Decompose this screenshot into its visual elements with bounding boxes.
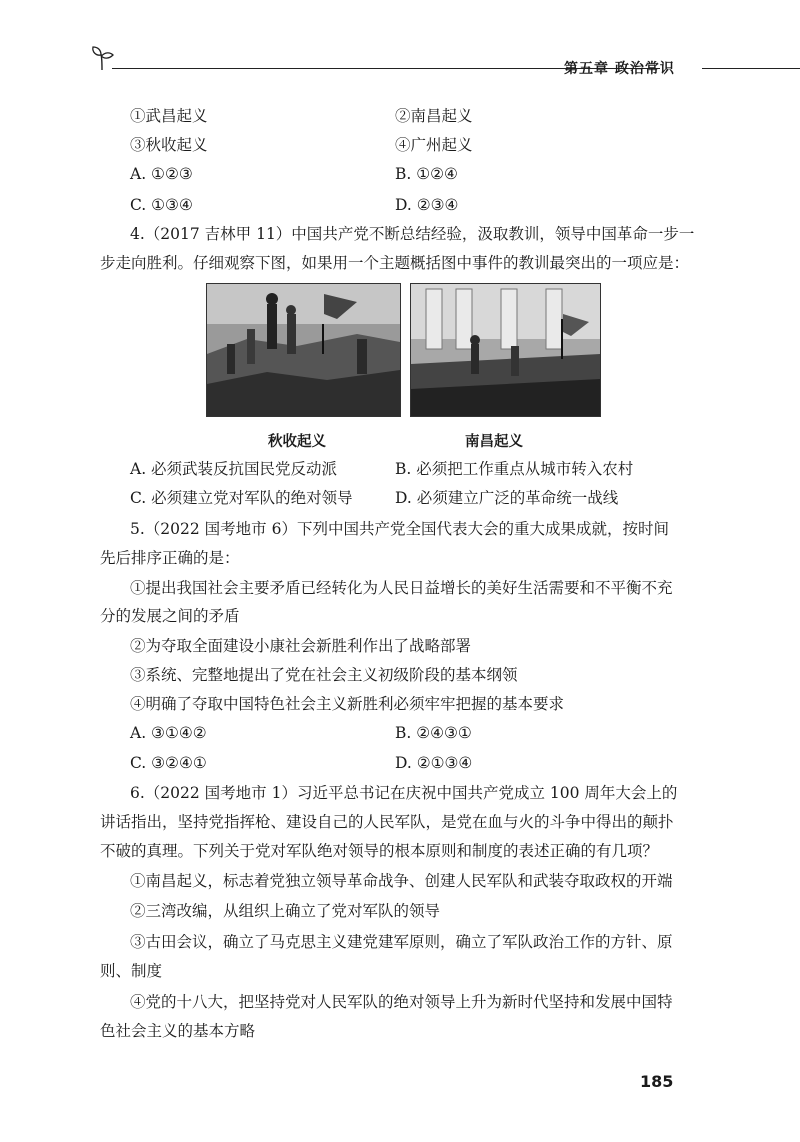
q5-statement-1-line-1: ①提出我国社会主要矛盾已经转化为人民日益增长的美好生活需要和不平衡不充: [130, 579, 673, 597]
caption-nanchang: 南昌起义: [465, 434, 523, 450]
q4-stem-line-1: 4.（2017 吉林甲 11）中国共产党不断总结经验，汲取教训，领导中国革命一步一: [130, 225, 695, 243]
page-header: [90, 44, 708, 76]
q5-option-b: B. ②④③①: [395, 724, 472, 742]
q5-statement-2: ②为夺取全面建设小康社会新胜利作出了战略部署: [130, 637, 472, 655]
q5-statement-3: ③系统、完整地提出了党在社会主义初级阶段的基本纲领: [130, 666, 518, 684]
q3-option-c: C. ①③④: [130, 196, 193, 214]
q6-statement-4-line-1: ④党的十八大，把坚持党对人民军队的绝对领导上升为新时代坚持和发展中国特: [130, 993, 673, 1011]
q5-stem-line-1: 5.（2022 国考地市 6）下列中国共产党全国代表大会的重大成果成就，按时间: [130, 520, 669, 538]
q5-option-d: D. ②①③④: [395, 754, 473, 772]
page-number: 185: [640, 1072, 674, 1091]
nanchang-illustration: [411, 284, 600, 416]
q6-statement-1: ①南昌起义，标志着党独立领导革命战争、创建人民军队和武装夺取政权的开端: [130, 872, 673, 890]
q6-statement-4-line-2: 色社会主义的基本方略: [100, 1022, 256, 1040]
q3-item-3: ③秋收起义: [130, 136, 208, 154]
photo-autumn-harvest-uprising: [206, 283, 401, 417]
q3-item-4: ④广州起义: [395, 136, 473, 154]
photo-nanchang-uprising: [410, 283, 601, 417]
caption-autumn-harvest: 秋收起义: [268, 434, 326, 450]
chapter-title: 第五章 政治常识: [564, 61, 675, 77]
q4-option-d: D. 必须建立广泛的革命统一战线: [395, 489, 619, 507]
q4-stem-line-2: 步走向胜利。仔细观察下图，如果用一个主题概括图中事件的教训最突出的一项应是：: [100, 254, 690, 272]
q3-option-a: A. ①②③: [130, 165, 193, 183]
q3-item-2: ②南昌起义: [395, 107, 473, 125]
q4-option-c: C. 必须建立党对军队的绝对领导: [130, 489, 353, 507]
q5-option-a: A. ③①④②: [130, 724, 207, 742]
q5-stem-line-2: 先后排序正确的是：: [100, 549, 240, 567]
q6-statement-3-line-2: 则、制度: [100, 962, 163, 980]
q6-statement-3-line-1: ③古田会议，确立了马克思主义建党建军原则，确立了军队政治工作的方针、原: [130, 933, 673, 951]
q5-statement-1-line-2: 分的发展之间的矛盾: [100, 607, 240, 625]
q6-stem-line-1: 6.（2022 国考地市 1）习近平总书记在庆祝中国共产党成立 100 周年大会上的: [130, 784, 678, 802]
q3-option-d: D. ②③④: [395, 196, 459, 214]
q3-item-1: ①武昌起义: [130, 107, 208, 125]
autumn-harvest-illustration: [207, 284, 400, 416]
q6-stem-line-2: 讲话指出，坚持党指挥枪、建设自己的人民军队，是党在血与火的斗争中得出的颠扑: [100, 813, 674, 831]
q3-option-b: B. ①②④: [395, 165, 458, 183]
q6-statement-2: ②三湾改编，从组织上确立了党对军队的领导: [130, 902, 441, 920]
q4-option-b: B. 必须把工作重点从城市转入农村: [395, 460, 634, 478]
q6-stem-line-3: 不破的真理。下列关于党对军队绝对领导的根本原则和制度的表述正确的有几项？: [100, 842, 659, 860]
q5-statement-4: ④明确了夺取中国特色社会主义新胜利必须牢牢把握的基本要求: [130, 695, 565, 713]
header-rule-right: [702, 68, 800, 69]
q5-option-c: C. ③②④①: [130, 754, 207, 772]
q4-option-a: A. 必须武装反抗国民党反动派: [130, 460, 338, 478]
